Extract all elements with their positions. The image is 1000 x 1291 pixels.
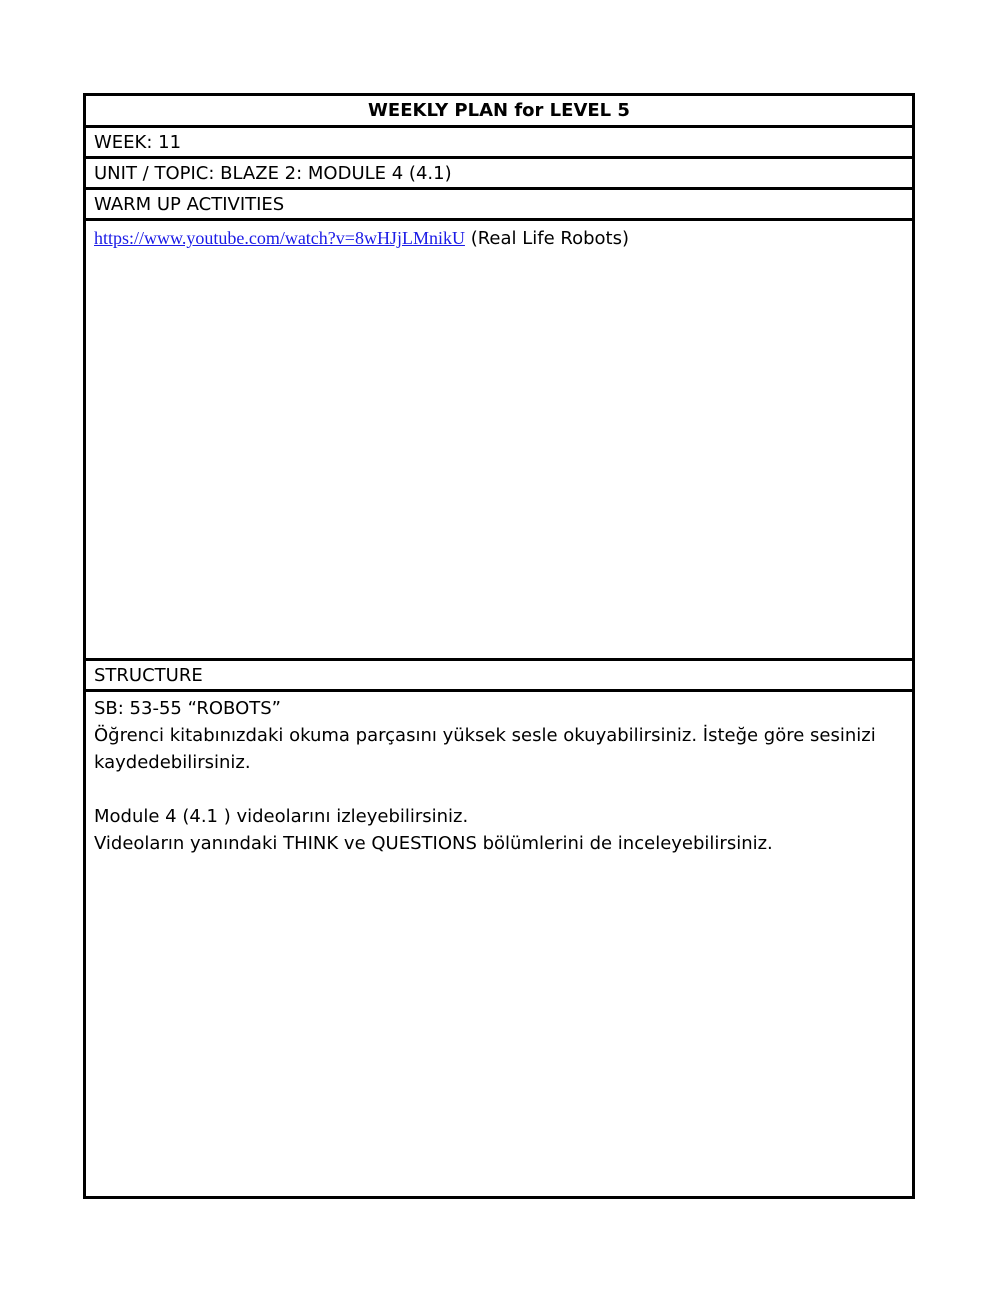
structure-content	[86, 692, 912, 1196]
warm-up-content	[86, 221, 912, 661]
youtube-link[interactable]: https://www.youtube.com/watch?v=8wHJjLMnikU	[94, 228, 465, 248]
warm-up-heading: WARM UP ACTIVITIES	[86, 190, 912, 221]
plan-title: WEEKLY PLAN for LEVEL 5	[86, 96, 912, 128]
structure-heading: STRUCTURE	[86, 661, 912, 692]
paragraph-spacer	[94, 776, 904, 803]
link-note: (Real Life Robots)	[470, 228, 630, 249]
structure-video-instruction: Module 4 (4.1 ) videolarını izleyebilirsiniz.	[94, 806, 469, 827]
week-row: WEEK: 11	[86, 128, 912, 159]
structure-reading-instruction: Öğrenci kitabınızdaki okuma parçasını yüksek sesle okuyabilirsiniz. İsteğe göre sesinizi kaydedebilirsiniz.	[94, 725, 876, 773]
structure-think-instruction: Videoların yanındaki THINK ve QUESTIONS bölümlerini de inceleyebilirsiniz.	[94, 833, 773, 854]
structure-pages: SB: 53-55 “ROBOTS”	[94, 698, 281, 719]
unit-topic-row: UNIT / TOPIC: BLAZE 2: MODULE 4 (4.1)	[86, 159, 912, 190]
weekly-plan-table	[83, 93, 915, 1199]
